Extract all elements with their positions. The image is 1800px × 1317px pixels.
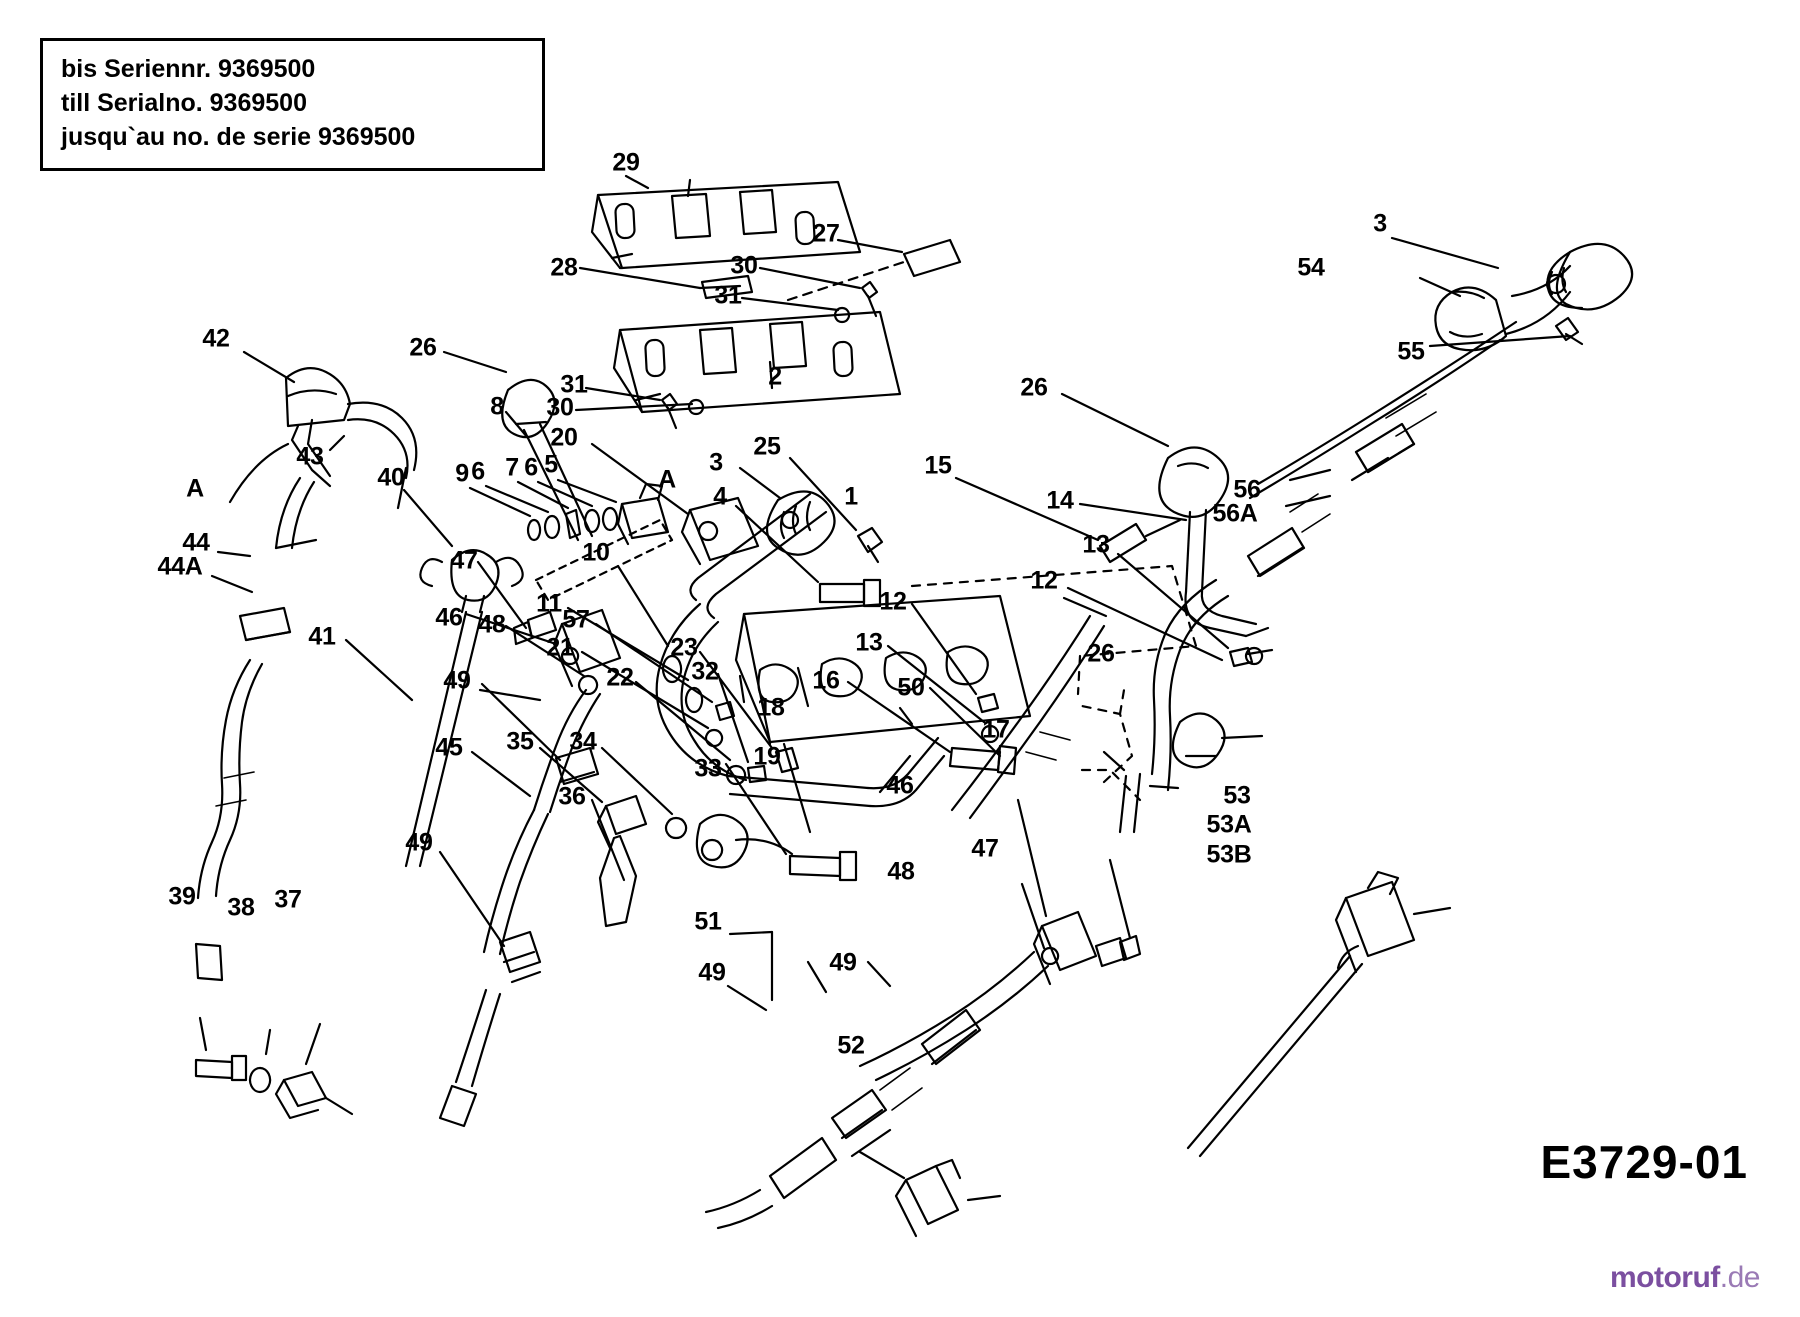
callout-number: 9 — [455, 459, 469, 488]
callout-number: 56 — [1233, 475, 1261, 504]
callout-number: 49 — [405, 828, 433, 857]
callout-number: 30 — [546, 393, 574, 422]
callout-number: 44 — [182, 528, 210, 557]
callout-number: 15 — [924, 451, 952, 480]
callout-number: 34 — [569, 727, 597, 756]
callout-number: 3 — [1373, 209, 1387, 238]
callout-number: 6 — [524, 453, 538, 482]
callout-number: 14 — [1046, 486, 1074, 515]
callout-number: 13 — [1082, 530, 1110, 559]
callout-number: 51 — [694, 907, 722, 936]
serial-note-line-fr: jusqu`au no. de serie 9369500 — [61, 122, 416, 151]
callout-number: 19 — [753, 742, 781, 771]
callout-number: 46 — [435, 603, 463, 632]
callout-number: 47 — [450, 546, 478, 575]
callout-number: 25 — [753, 432, 781, 461]
callout-number: 22 — [606, 663, 634, 692]
callout-number: 39 — [168, 882, 196, 911]
callout-number: A — [186, 474, 204, 503]
callout-number: 49 — [698, 958, 726, 987]
callout-number: 26 — [1020, 373, 1048, 402]
callout-number: 23 — [670, 633, 698, 662]
callout-number: 29 — [612, 148, 640, 177]
callout-number: 40 — [377, 463, 405, 492]
watermark — [1610, 1261, 1760, 1295]
callout-number: 49 — [829, 948, 857, 977]
callout-number: 45 — [435, 733, 463, 762]
callout-number: 10 — [582, 538, 610, 567]
callout-number: 5 — [544, 450, 558, 479]
callout-number: 56A — [1212, 499, 1258, 528]
callout-number: 48 — [887, 857, 915, 886]
callout-number: 20 — [550, 423, 578, 452]
callout-number: 26 — [1087, 639, 1115, 668]
callout-number: 48 — [478, 610, 506, 639]
callout-number: 43 — [296, 442, 324, 471]
callout-number: 12 — [879, 587, 907, 616]
callout-number: 18 — [757, 693, 785, 722]
callout-number: 7 — [505, 453, 519, 482]
callout-number: 21 — [546, 633, 574, 662]
callout-number: 53B — [1206, 840, 1252, 869]
callout-number: 42 — [202, 324, 230, 353]
callout-number: 36 — [558, 782, 586, 811]
callout-number: 47 — [971, 834, 999, 863]
watermark-tld: .de — [1719, 1261, 1760, 1294]
callout-number: 11 — [536, 589, 562, 618]
callout-number: 16 — [812, 666, 840, 695]
callout-number: 4 — [713, 482, 727, 511]
callout-number: 26 — [409, 333, 437, 362]
callout-number: 1 — [844, 482, 858, 511]
callout-number: 35 — [506, 727, 534, 756]
callout-number: 52 — [837, 1031, 865, 1060]
callout-number: 53 — [1223, 781, 1251, 810]
drawing-code: E3729-01 — [1540, 1136, 1748, 1188]
serial-note-line-de: bis Seriennr. 9369500 — [61, 55, 316, 83]
callout-number: 46 — [886, 771, 914, 800]
watermark-name: motoruf — [1609, 1261, 1720, 1294]
callout-number: 33 — [694, 754, 722, 783]
callout-number: 55 — [1397, 337, 1425, 366]
callout-number: 28 — [550, 253, 578, 282]
serial-note-line-en: till Serialno. 9369500 — [61, 88, 307, 117]
callout-number: 41 — [308, 622, 336, 651]
callout-number: 54 — [1297, 253, 1325, 282]
callout-number: 12 — [1030, 566, 1058, 595]
callout-number: 31 — [560, 370, 588, 399]
callout-number: 27 — [812, 219, 840, 248]
callout-number: 17 — [982, 715, 1010, 744]
callout-number: 32 — [691, 657, 719, 686]
callout-number: A — [658, 465, 676, 494]
callout-number: 3 — [709, 448, 723, 477]
callout-number: 38 — [227, 893, 255, 922]
callout-number: 49 — [443, 666, 471, 695]
callout-number: 50 — [897, 673, 925, 702]
callout-number: 57 — [562, 605, 590, 634]
callout-number: 6 — [471, 457, 485, 486]
callout-number: 8 — [490, 392, 504, 421]
callout-number: 37 — [274, 885, 302, 914]
callout-number: 31 — [714, 281, 742, 310]
callout-number: 13 — [855, 628, 883, 657]
callout-number: 44A — [157, 552, 203, 581]
callout-number: 2 — [768, 362, 782, 391]
callout-number: 53A — [1206, 810, 1252, 839]
callout-number: 30 — [730, 251, 758, 280]
serial-number-note — [40, 38, 545, 171]
